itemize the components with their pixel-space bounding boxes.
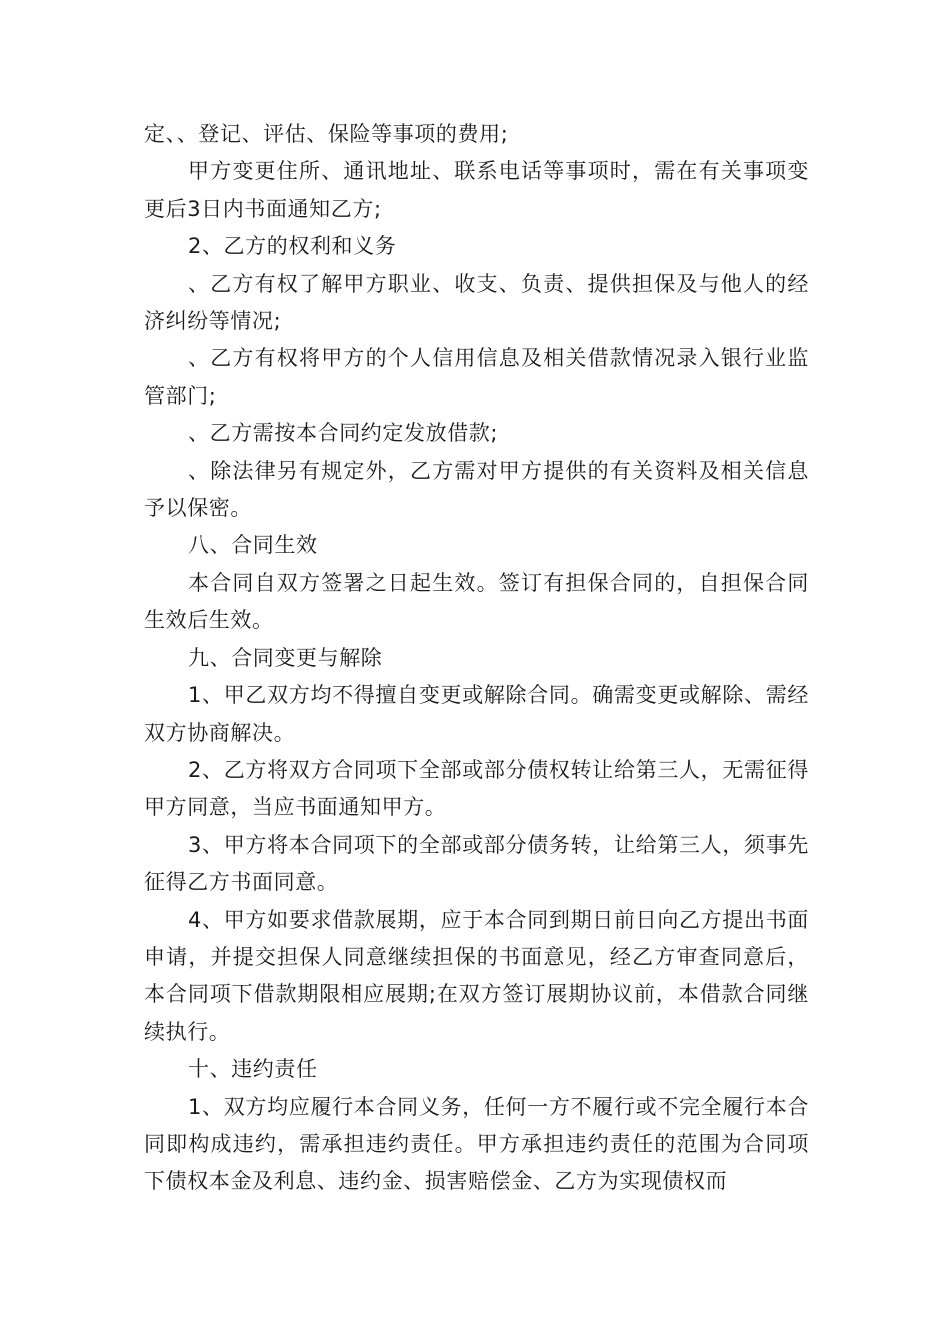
paragraph: 2、乙方将双方合同项下全部或部分债权转让给第三人，无需征得甲方同意，当应书面通知甲方。: [144, 757, 809, 820]
paragraph: 1、双方均应履行本合同义务，任何一方不履行或不完全履行本合同即构成违约，需承担违约责任。甲方承担违约责任的范围为合同项下债权本金及利息、违约金、损害赔偿金、乙方为实现债权而: [144, 1094, 809, 1194]
section-heading: 十、违约责任: [188, 1057, 318, 1082]
paragraph: 、乙方有权将甲方的个人信用信息及相关借款情况录入银行业监管部门;: [144, 346, 809, 408]
section-heading: 八、合同生效: [188, 533, 318, 558]
section-heading: 2、乙方的权利和义务: [188, 234, 397, 259]
paragraph: 甲方变更住所、通讯地址、联系电话等事项时，需在有关事项变更后3日内书面通知乙方;: [144, 159, 809, 221]
paragraph: 4、甲方如要求借款展期，应于本合同到期日前日向乙方提出书面申请，并提交担保人同意继续担保的书面意见，经乙方审查同意后，本合同项下借款期限相应展期;在双方签订展期协议前，本借款合同继续执行。: [144, 907, 809, 1044]
paragraph: 本合同自双方签署之日起生效。签订有担保合同的，自担保合同生效后生效。: [144, 570, 809, 633]
paragraph: 、除法律另有规定外，乙方需对甲方提供的有关资料及相关信息予以保密。: [144, 458, 809, 521]
document-body: [144, 116, 809, 1201]
paragraph: 定、、登记、评估、保险等事项的费用;: [144, 122, 509, 146]
paragraph: 1、甲乙双方均不得擅自变更或解除合同。确需变更或解除、需经双方协商解决。: [144, 683, 809, 745]
paragraph: 、乙方需按本合同约定发放借款;: [188, 421, 499, 446]
paragraph: 、乙方有权了解甲方职业、收支、负责、提供担保及与他人的经济纠纷等情况;: [144, 271, 809, 334]
paragraph: 3、甲方将本合同项下的全部或部分债务转，让给第三人，须事先征得乙方书面同意。: [144, 832, 809, 895]
section-heading: 九、合同变更与解除: [188, 645, 383, 670]
